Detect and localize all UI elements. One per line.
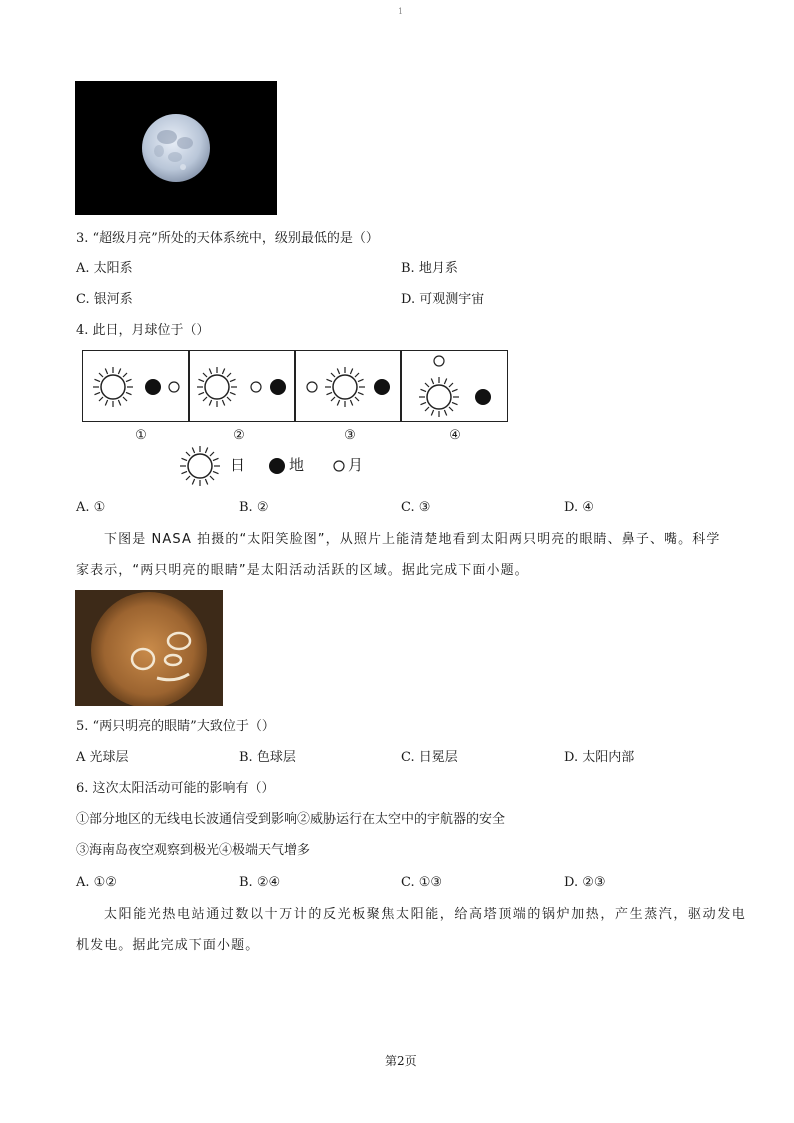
question-4-option-b[interactable]: B. ② (239, 500, 269, 515)
moon-icon (307, 382, 317, 392)
question-3-stem: 3. “超级月亮”所处的天体系统中，级别最低的是（） (76, 231, 379, 246)
question-6-statement-line-2: ③海南岛夜空观察到极光④极端天气增多 (76, 843, 311, 858)
page-number: 第2页 (385, 1054, 417, 1068)
legend-sun-label: 日 (230, 456, 246, 474)
supermoon-photo (75, 81, 277, 215)
moon-icon (251, 382, 261, 392)
earth-icon (270, 379, 286, 395)
question-6-option-c[interactable]: C. ①③ (401, 875, 443, 890)
question-5-option-d[interactable]: D. 太阳内部 (564, 750, 635, 765)
passage-2-line-1: 太阳能光热电站通过数以十万计的反光板聚焦太阳能，给高塔顶端的锅炉加热，产生蒸汽，驱动发电 (104, 907, 747, 922)
diagram-legend (176, 445, 376, 487)
sun-icon (419, 377, 459, 417)
question-6-option-a[interactable]: A. ①② (76, 875, 117, 890)
panel-label-2: ② (233, 428, 245, 443)
question-3-option-b[interactable]: B. 地月系 (401, 261, 458, 276)
passage-1-line-2: 家表示，“两只明亮的眼睛”是太阳活动活跃的区域。据此完成下面小题。 (76, 563, 529, 578)
legend-moon-icon (334, 461, 344, 471)
earth-icon (374, 379, 390, 395)
sun-icon (93, 367, 133, 407)
panel-1 (93, 367, 179, 407)
question-6-stem: 6. 这次太阳活动可能的影响有（） (76, 781, 275, 796)
question-4-option-c[interactable]: C. ③ (401, 500, 431, 515)
legend-earth-icon (269, 458, 285, 474)
earth-icon (475, 389, 491, 405)
question-5-option-a[interactable]: A 光球层 (76, 750, 129, 765)
legend-moon-label: 月 (348, 456, 364, 474)
sun-icon (197, 367, 237, 407)
question-4-stem: 4. 此日，月球位于（） (76, 323, 210, 338)
moon-icon (434, 356, 444, 366)
question-6-statement-line-1: ①部分地区的无线电长波通信受到影响②威胁运行在太空中的宇航器的安全 (76, 812, 506, 827)
passage-1-line-1: 下图是 NASA 拍摄的“太阳笑脸图”，从照片上能清楚地看到太阳两只明亮的眼睛、鼻子、嘴。科学 (104, 532, 721, 547)
sun-smiley-photo (75, 590, 223, 706)
sun-icon (325, 367, 365, 407)
question-5-option-c[interactable]: C. 日冕层 (401, 750, 458, 765)
legend-sun-icon (180, 446, 220, 486)
question-4-option-d[interactable]: D. ④ (564, 500, 594, 515)
passage-2-line-2: 机发电。据此完成下面小题。 (76, 938, 260, 953)
panel-4 (419, 356, 491, 417)
panel-label-1: ① (135, 428, 147, 443)
question-3-option-d[interactable]: D. 可观测宇宙 (401, 292, 485, 307)
page-header-mark: 1 (398, 7, 404, 16)
question-4-option-a[interactable]: A. ① (76, 500, 106, 515)
panel-2 (197, 367, 286, 407)
question-6-option-d[interactable]: D. ②③ (564, 875, 606, 890)
legend-earth-label: 地 (289, 456, 305, 474)
panel-label-3: ③ (344, 428, 356, 443)
panel-3 (307, 367, 390, 407)
question-3-option-a[interactable]: A. 太阳系 (76, 261, 133, 276)
sun-earth-moon-diagram (82, 350, 508, 422)
panel-label-4: ④ (449, 428, 461, 443)
moon-icon (169, 382, 179, 392)
question-3-option-c[interactable]: C. 银河系 (76, 292, 133, 307)
question-5-stem: 5. “两只明亮的眼睛”大致位于（） (76, 719, 275, 734)
question-6-option-b[interactable]: B. ②④ (239, 875, 281, 890)
diagram-shapes (83, 351, 509, 423)
question-5-option-b[interactable]: B. 色球层 (239, 750, 296, 765)
earth-icon (145, 379, 161, 395)
